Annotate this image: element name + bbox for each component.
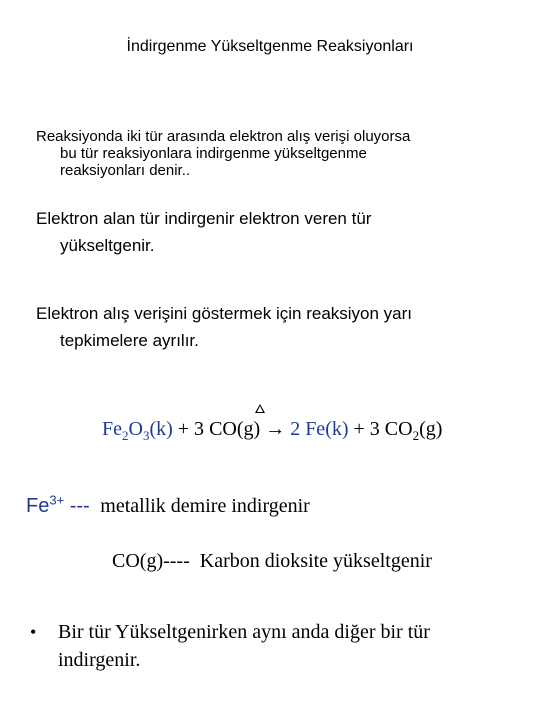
eq-co2: CO [384,418,413,440]
page-title: İndirgenme Yükseltgenme Reaksiyonları [126,38,414,55]
bullet-item [30,618,520,674]
paragraph-line: Elektron alış verişini göstermek için reaksiyon yarı [36,304,413,323]
paragraph-line: Reaksiyonda iki tür arasında elektron alış verişi oluyorsa [36,128,411,145]
fe-description: metallik demire indirgenir [95,495,310,517]
fe-charge: 3+ [49,492,65,508]
heat-triangle-icon [255,404,265,413]
fe-half-reaction [26,492,310,518]
bullet-line: Bir tür Yükseltgenirken aynı anda diğer bir tür [58,621,430,643]
eq-sub: 3 [142,428,150,443]
paragraph-redox-definition [36,128,516,179]
bullet-line: indirgenir. [58,649,141,671]
eq-sub: 2 [412,428,420,443]
eq-plus: + 3 [172,418,210,440]
paragraph-oxidizing-reducing [36,205,516,259]
bullet-icon: • [30,622,37,642]
eq-fe: Fe [102,418,122,440]
fe-dashes: --- [64,495,96,517]
eq-plus: + 3 [348,418,385,440]
eq-coef: 2 [290,418,306,440]
eq-fe: Fe [305,418,326,440]
eq-state: (k) [325,418,349,440]
eq-o: O [128,418,143,440]
paragraph-line: yükseltgenir. [60,236,155,255]
paragraph-line: reaksiyonları denir.. [60,162,191,179]
paragraph-line: tepkimelere ayrılır. [60,331,199,350]
eq-co: CO [209,418,237,440]
fe-ion: Fe [26,495,50,517]
co-half-reaction: CO(g)---- Karbon dioksite yükseltgenir [112,550,432,572]
paragraph-line: bu tür reaksiyonlara indirgenme yükseltgenme [60,145,367,162]
eq-sub: 2 [122,428,129,443]
eq-arrow: → [260,418,291,440]
reaction-equation [102,418,442,441]
eq-state: (g) [236,418,261,440]
paragraph-half-reactions [36,300,516,354]
eq-state: (g) [419,418,443,440]
paragraph-line: Elektron alan tür indirgenir elektron veren tür [36,209,372,228]
eq-state: (k) [149,418,173,440]
